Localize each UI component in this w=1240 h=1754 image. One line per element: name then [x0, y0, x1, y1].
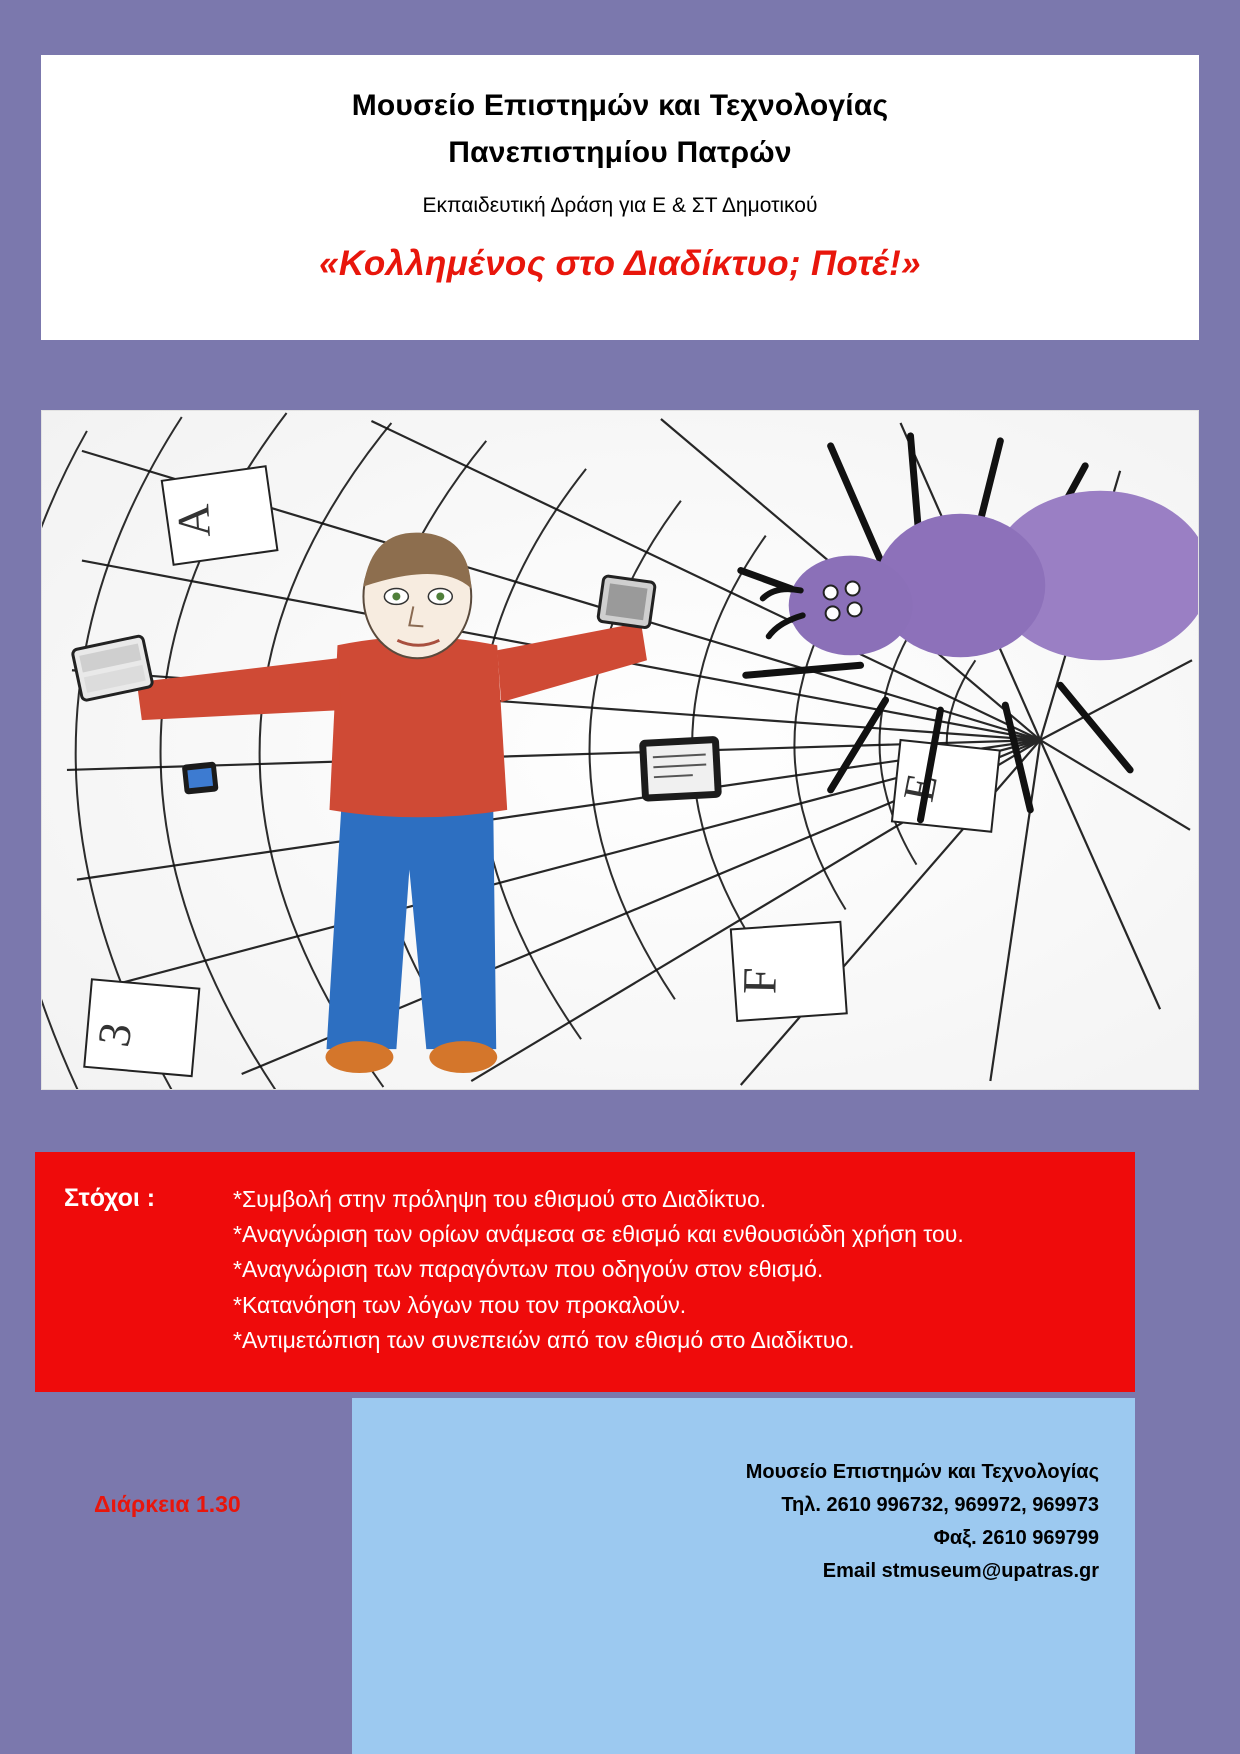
- page-title: «Κολλημένος στο Διαδίκτυο; Ποτέ!»: [319, 243, 921, 283]
- goals-list: [233, 1182, 1121, 1358]
- header-subtitle: Εκπαιδευτική Δράση για Ε & ΣΤ Δημοτικού: [422, 194, 818, 217]
- goals-label: Στόχοι :: [64, 1184, 156, 1212]
- museum-title-line1: Μουσείο Επιστημών και Τεχνολογίας: [351, 89, 889, 122]
- goal-item: *Αναγνώριση των παραγόντων που οδηγούν στον εθισμό.: [233, 1256, 824, 1283]
- svg-text:A: A: [167, 502, 220, 539]
- goals-panel: [35, 1152, 1135, 1392]
- goal-item: *Συμβολή στην πρόληψη του εθισμού στο Διαδίκτυο.: [233, 1186, 767, 1212]
- contact-museum-name: Μουσείο Επιστημών και Τεχνολογίας: [745, 1461, 1099, 1483]
- svg-text:3: 3: [87, 1018, 142, 1051]
- artwork-panel: [41, 410, 1199, 1090]
- spiderweb-drawing: [42, 411, 1198, 1089]
- contact-email: Email stmuseum@upatras.gr: [822, 1560, 1099, 1582]
- goal-item: *Αντιμετώπιση των συνεπειών από τον εθισμό στο Διαδίκτυο.: [233, 1326, 855, 1353]
- goal-item: *Κατανόηση των λόγων που τον προκαλούν.: [233, 1291, 687, 1318]
- duration-label: Διάρκεια 1.30: [94, 1491, 241, 1517]
- svg-text:F: F: [733, 966, 787, 995]
- goal-item: *Αναγνώριση των ορίων ανάμεσα σε εθισμό και ενθουσιώδη χρήση του.: [233, 1221, 964, 1248]
- contact-fax: Φαξ. 2610 969799: [933, 1527, 1099, 1549]
- museum-title-line2: Πανεπιστημίου Πατρών: [448, 135, 792, 169]
- header-panel: [41, 55, 1199, 340]
- contact-phone: Τηλ. 2610 996732, 969972, 969973: [781, 1494, 1099, 1516]
- svg-text:E: E: [894, 769, 947, 806]
- contact-panel: [352, 1398, 1135, 1754]
